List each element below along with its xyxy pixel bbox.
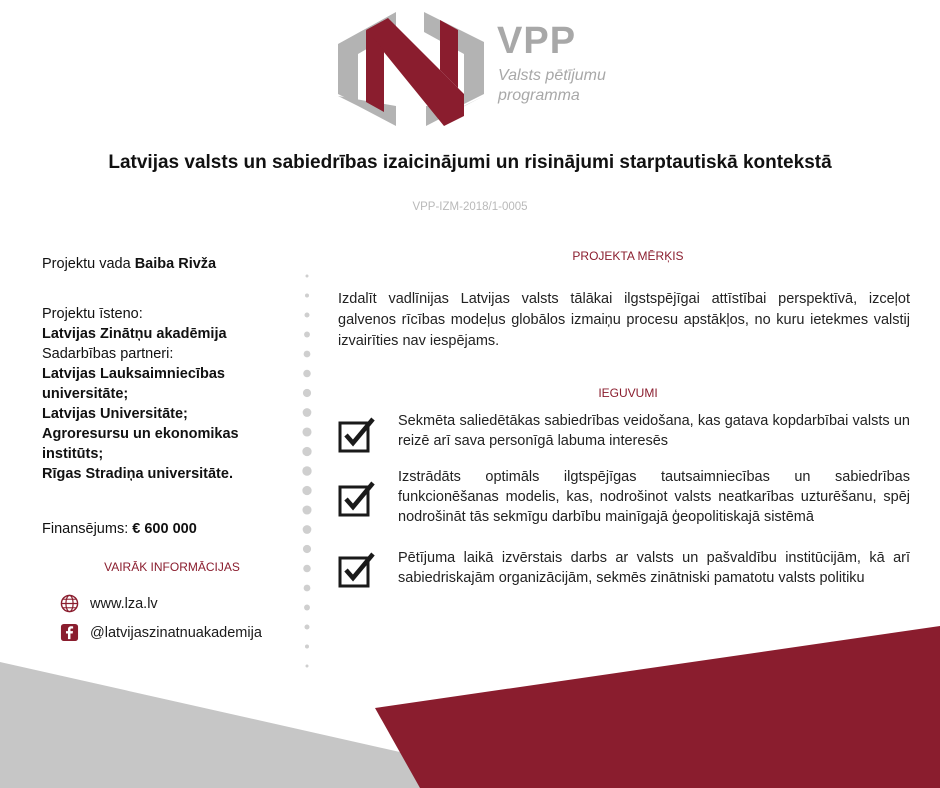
divider-dot <box>302 486 311 495</box>
funding-label: Finansējums: <box>42 521 133 537</box>
red-wedge <box>375 626 940 788</box>
partner-item: Latvijas Lauksaimniecības universitāte; <box>42 366 225 402</box>
checkbox-check-icon <box>338 417 376 453</box>
page-title: Latvijas valsts un sabiedrības izaicinājumi un risinājumi starptautiskā kontekstā <box>108 152 832 173</box>
divider-dot <box>302 427 311 436</box>
logo-subtitle-line2: programma <box>498 87 580 104</box>
bottom-decoration <box>0 620 940 788</box>
benefit-text: Izstrādāts optimāls ilgtspējīgas tautsaimniecības un sabiedrības funkcionēšanas modelis, kas, nodrošinot valsts neatkarības uzturēšanu, spēj nodrošināt tās sekmīgu darbību mainīgajā ģeopolitiskajā sistēmā <box>398 469 910 525</box>
project-lead-name: Baiba Rivža <box>134 256 217 272</box>
vpp-logo-mark <box>336 10 486 128</box>
logo-title: VPP <box>497 20 577 62</box>
partner-item: Rīgas Stradiņa universitāte. <box>42 466 233 482</box>
divider-dot <box>303 389 311 397</box>
benefit-item <box>338 411 910 453</box>
logo-subtitle <box>498 66 606 106</box>
partners-label: Sadarbības partneri: <box>42 346 174 362</box>
partner-item: Latvijas Universitāte; <box>42 406 188 422</box>
divider-dot <box>304 585 311 592</box>
checkbox-check-icon <box>338 481 376 517</box>
divider-dot <box>304 332 310 338</box>
benefits-heading: IEGUVUMI <box>598 386 658 400</box>
divider-dot <box>303 525 312 534</box>
project-lead-label: Projektu vada <box>42 256 135 272</box>
benefit-text: Pētījuma laikā izvērstais darbs ar valsts un pašvaldību institūcijām, kā arī sabiedriskajām organizācijām, sekmēs zinātniski pamatotu valsts politiku <box>398 550 910 586</box>
more-info-heading: VAIRĀK INFORMĀCIJAS <box>104 560 240 574</box>
implementers-block <box>42 304 292 484</box>
implementer-name: Latvijas Zinātņu akadēmija <box>42 326 227 342</box>
divider-dot <box>303 545 311 553</box>
divider-dot <box>305 313 310 318</box>
project-lead <box>42 254 216 274</box>
benefit-item <box>338 467 910 527</box>
divider-dot <box>302 505 311 514</box>
divider-dot <box>302 447 311 456</box>
divider-dot <box>303 565 311 573</box>
divider-dot <box>303 408 312 417</box>
globe-icon <box>60 594 79 613</box>
implementer-label: Projektu īsteno: <box>42 306 143 322</box>
partner-item: Agroresursu un ekonomikas institūts; <box>42 426 239 462</box>
project-code: VPP-IZM-2018/1-0005 <box>412 201 528 213</box>
divider-dot <box>304 605 310 611</box>
funding <box>42 519 197 539</box>
facebook-text[interactable]: @latvijaszinatnuakademija <box>90 624 262 641</box>
funding-value: € 600 000 <box>132 521 197 537</box>
benefit-text: Sekmēta saliedētākas sabiedrības veidošana, kas gatava kopdarbībai valsts un reizē arī sava personīgā labuma interesēs <box>398 413 910 449</box>
benefit-item <box>338 548 910 588</box>
divider-dot <box>304 351 311 358</box>
goal-heading: PROJEKTA MĒRĶIS <box>572 249 684 263</box>
divider-dot <box>305 294 309 298</box>
column-divider <box>300 272 314 672</box>
divider-dot <box>303 370 311 378</box>
divider-dot <box>306 275 309 278</box>
checkbox-check-icon <box>338 552 376 588</box>
divider-dot <box>302 466 311 475</box>
website-text[interactable]: www.lza.lv <box>90 595 158 612</box>
goal-text: Izdalīt vadlīnijas Latvijas valsts tālākai ilgstspējīgai attīstībai perspektīvā, izceļot galvenos rīcības modeļus globālos izmaiņu procesu apstākļos, no kuru ietekmes valstij izvairīties nav iespējams. <box>338 291 910 349</box>
logo-subtitle-line1: Valsts pētījumu <box>498 67 606 84</box>
website-link[interactable] <box>60 594 158 613</box>
